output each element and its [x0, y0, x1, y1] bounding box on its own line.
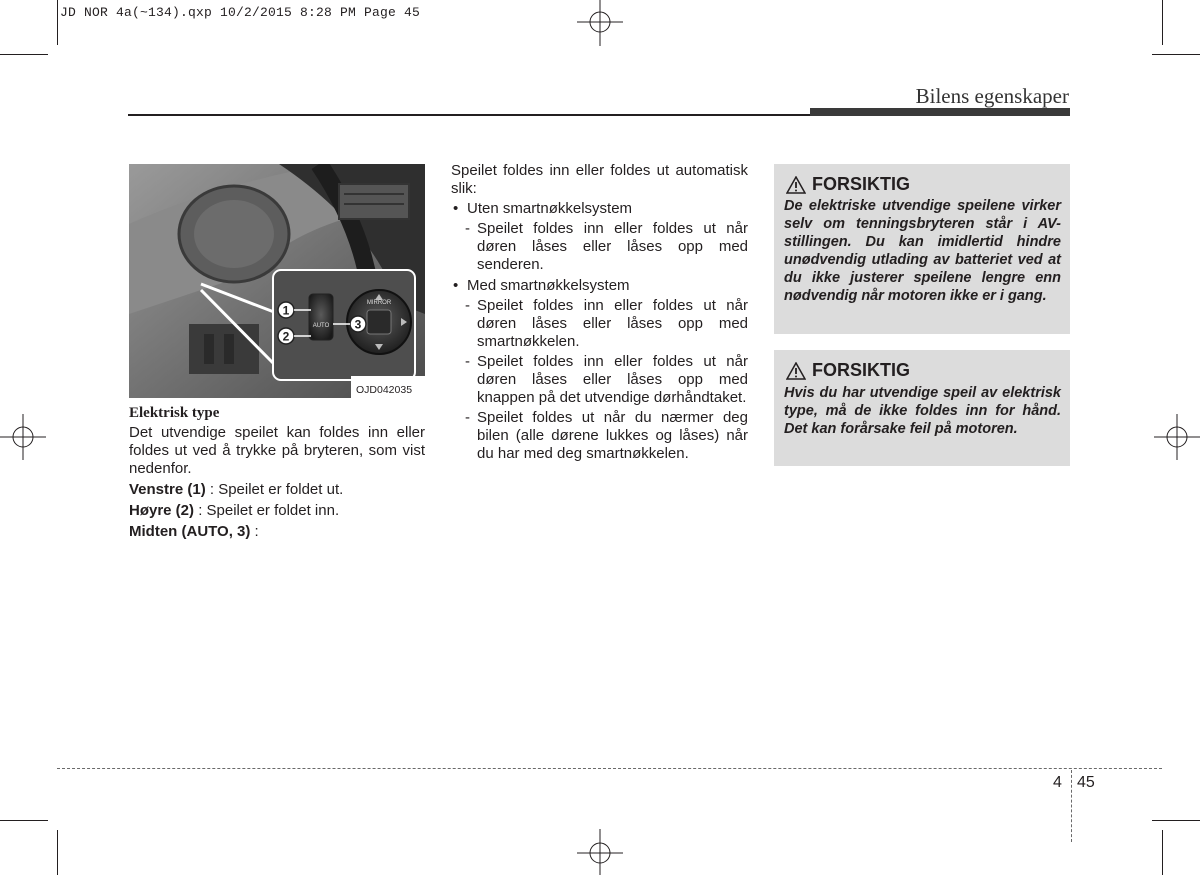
- caution-title: FORSIKTIG: [812, 360, 910, 380]
- subheading: Elektrisk type: [129, 405, 220, 421]
- crop-mark: [0, 54, 48, 55]
- header-bar: [810, 108, 1070, 116]
- dash-text: Speilet foldes inn eller foldes ut når døren låses eller låses opp med knappen på det utvendige dørhåndtaket.: [477, 353, 748, 406]
- crop-mark: [57, 0, 58, 45]
- registration-mark: [0, 414, 46, 460]
- callout-3: 3: [354, 317, 362, 332]
- crop-mark: [1162, 0, 1163, 45]
- column-2: [451, 162, 748, 463]
- caution-box: [774, 350, 1070, 466]
- bullet-item: • Uten smartnøkkelsystem: [453, 200, 633, 217]
- dash-item: - Speilet foldes inn eller foldes ut når døren låses eller låses opp med knappen på det utvendige dørhåndtaket.: [465, 353, 748, 406]
- left-text: : Speilet er foldet ut.: [205, 481, 344, 498]
- warning-triangle-icon: [786, 362, 806, 380]
- dash-text: Speilet foldes inn eller foldes ut når døren låses eller låses opp med smartnøkkelen.: [477, 297, 748, 350]
- caution-title: FORSIKTIG: [812, 174, 910, 194]
- dash-text: Speilet foldes inn eller foldes ut når døren låses eller låses opp med senderen.: [477, 220, 748, 273]
- warning-triangle-icon: [786, 176, 806, 194]
- intro-paragraph: Det utvendige speilet kan foldes inn eller foldes ut ved å trykke på bryteren, som vist nedenfor.: [129, 424, 425, 477]
- bullet-text: Uten smartnøkkelsystem: [467, 200, 633, 217]
- dash-item: - Speilet foldes ut når du nærmer deg bilen (alle dørene lukkes og låses) når du har med deg smartnøkkelen.: [465, 409, 748, 462]
- crop-mark: [1152, 820, 1200, 821]
- left-position: [129, 481, 425, 499]
- caution-box: [774, 164, 1070, 334]
- dash-item: - Speilet foldes inn eller foldes ut når døren låses eller låses opp med senderen.: [465, 220, 748, 273]
- mirror-label: MIRROR: [366, 300, 392, 306]
- dash-text: Speilet foldes ut når du nærmer deg bilen (alle dørene lukkes og låses) når du har med deg smartnøkkelen.: [477, 409, 748, 462]
- section-title: Bilens egenskaper: [915, 84, 1069, 108]
- right-text: : Speilet er foldet inn.: [194, 502, 340, 519]
- dashboard-illustration: [129, 164, 425, 398]
- middle-label: Midten (AUTO, 3): [129, 523, 251, 540]
- left-label: Venstre (1): [129, 481, 206, 498]
- dash-item: - Speilet foldes inn eller foldes ut når døren låses eller låses opp med smartnøkkelen.: [465, 297, 748, 350]
- footer-divider: [1071, 770, 1072, 842]
- registration-mark: [577, 829, 623, 875]
- caution-text: Hvis du har utvendige speil av elektrisk type, må de ikke foldes inn for hånd. Det kan forårsake feil på motoren.: [784, 385, 1061, 437]
- crop-mark: [57, 830, 58, 875]
- bullet-text: Med smartnøkkelsystem: [467, 277, 630, 294]
- crop-mark: [1152, 54, 1200, 55]
- callout-2: 2: [282, 329, 290, 344]
- caution-text: De elektriske utvendige speilene virker selv om tenningsbryteren står i AV-stillingen. Du kan imidlertid hindre unødvendig utlading av batteriet ved at du ikke justerer speilene lengre enn nødvendig når motoren ikke er i gang.: [784, 198, 1061, 304]
- right-position: [129, 502, 425, 520]
- middle-text: :: [250, 523, 259, 540]
- footer-rule: [57, 768, 1162, 769]
- photo-code: OJD042035: [356, 384, 413, 396]
- auto-label: AUTO: [312, 323, 330, 329]
- print-slug: JD NOR 4a(~134).qxp 10/2/2015 8:28 PM Page 45: [60, 5, 421, 20]
- auto-fold-intro: Speilet foldes inn eller foldes ut automatisk slik:: [451, 162, 748, 197]
- registration-mark: [577, 0, 623, 46]
- registration-mark: [1154, 414, 1200, 460]
- column-1: [129, 404, 425, 541]
- right-label: Høyre (2): [129, 502, 195, 519]
- bullet-item: • Med smartnøkkelsystem: [453, 277, 630, 294]
- mirror-switch-photo: [129, 164, 425, 398]
- crop-mark: [0, 820, 48, 821]
- callout-1: 1: [282, 303, 290, 318]
- page-number: 45: [1077, 774, 1095, 791]
- middle-position: [129, 523, 425, 541]
- chapter-number: 4: [1053, 774, 1062, 791]
- crop-mark: [1162, 830, 1163, 875]
